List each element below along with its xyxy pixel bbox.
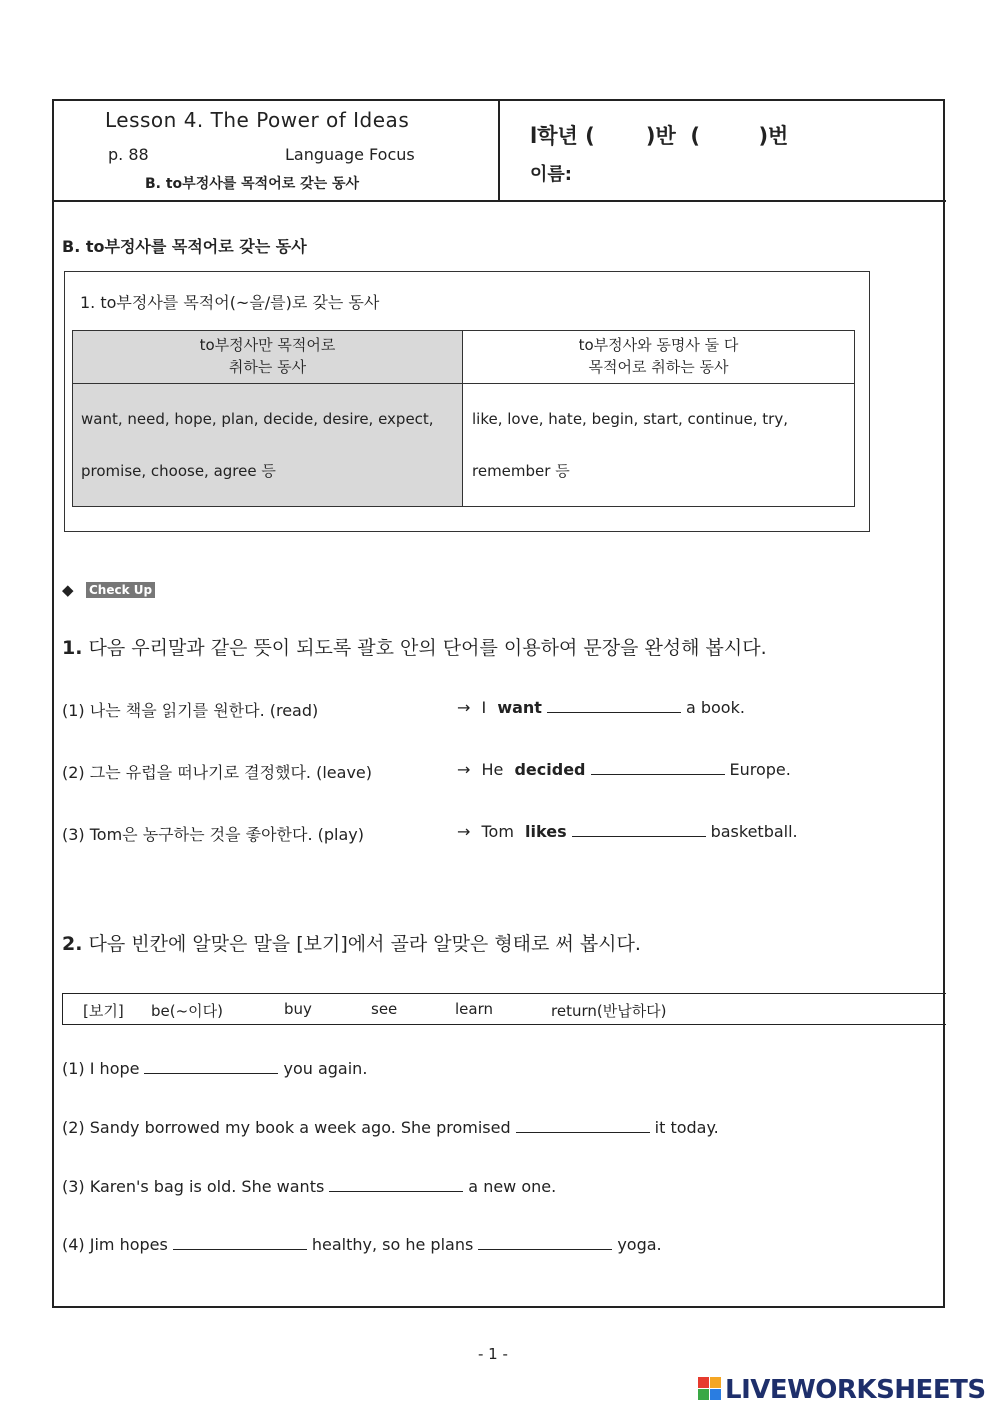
word-bank-item: see xyxy=(371,1000,398,1018)
table-header-to-infinitive-only xyxy=(73,334,462,378)
arrow-icon: → xyxy=(457,698,471,717)
page-number: - 1 - xyxy=(478,1345,508,1363)
q2-item xyxy=(62,1059,367,1078)
item-text: yoga. xyxy=(617,1235,662,1254)
header-line: to부정사만 목적어로 xyxy=(199,336,336,354)
answer-blank[interactable] xyxy=(516,1118,650,1133)
subject: He xyxy=(481,760,504,779)
table-row-divider xyxy=(72,383,855,384)
verb: likes xyxy=(525,822,567,841)
question-2-instruction xyxy=(62,929,641,956)
q1-item-answer-line xyxy=(457,822,798,841)
table-cell-both-verbs xyxy=(472,393,788,497)
name-label: 이름: xyxy=(530,164,572,185)
checkup-badge: Check Up xyxy=(86,582,155,598)
section-heading: B. to부정사를 목적어로 갖는 동사 xyxy=(62,237,307,256)
item-text: (3) Karen's bag is old. She wants xyxy=(62,1177,325,1196)
header-line: to부정사와 동명사 둘 다 xyxy=(578,336,739,354)
item-text: (4) Jim hopes xyxy=(62,1235,168,1254)
item-text: you again. xyxy=(283,1059,368,1078)
answer-blank[interactable] xyxy=(329,1177,463,1192)
page-reference: p. 88 xyxy=(108,145,149,164)
word-bank-item: be(~이다) xyxy=(151,1002,224,1020)
question-1-instruction xyxy=(62,633,767,660)
header-line: 취하는 동사 xyxy=(228,358,307,376)
q2-item xyxy=(62,1235,662,1254)
instruction-text: 다음 우리말과 같은 뜻이 되도록 괄호 안의 단어를 이용하여 문장을 완성해 봅시다. xyxy=(88,637,767,659)
q1-item-prompt: (2) 그는 유럽을 떠나기로 결정했다. (leave) xyxy=(62,763,372,782)
item-text: a new one. xyxy=(468,1177,557,1196)
question-number: 1. xyxy=(62,637,83,659)
class-number-line: l학년 ( )반 ( )번 xyxy=(530,124,789,148)
header-line: 목적어로 취하는 동사 xyxy=(588,358,729,376)
subject: I xyxy=(481,698,487,717)
item-text: (1) I hope xyxy=(62,1059,140,1078)
header-column-divider xyxy=(498,99,500,201)
instruction-text: 다음 빈칸에 알맞은 말을 [보기]에서 골라 알맞은 형태로 써 봅시다. xyxy=(88,933,641,955)
table-header-both xyxy=(463,334,854,378)
word-bank-item: learn xyxy=(455,1000,493,1018)
item-text: (2) Sandy borrowed my book a week ago. She promised xyxy=(62,1118,511,1137)
tail: a book. xyxy=(685,698,745,717)
answer-blank[interactable] xyxy=(547,698,681,713)
lesson-title: Lesson 4. The Power of Ideas xyxy=(105,108,410,132)
diamond-bullet-icon: ◆ xyxy=(62,581,74,599)
tail: Europe. xyxy=(729,760,791,779)
cell-line: like, love, hate, begin, start, continue, try, xyxy=(472,410,788,428)
verb: want xyxy=(497,698,542,717)
subject: Tom xyxy=(481,822,514,841)
answer-blank[interactable] xyxy=(591,760,725,775)
logo-text: LIVEWORKSHEETS xyxy=(725,1375,986,1405)
q2-item xyxy=(62,1177,556,1196)
cell-line: promise, choose, agree 등 xyxy=(81,462,276,480)
arrow-icon: → xyxy=(457,760,471,779)
item-text: it today. xyxy=(654,1118,719,1137)
verb: decided xyxy=(514,760,586,779)
q1-item-prompt: (3) Tom은 농구하는 것을 좋아한다. (play) xyxy=(62,825,364,844)
cell-line: want, need, hope, plan, decide, desire, expect, xyxy=(81,410,434,428)
header-subtitle: B. to부정사를 목적어로 갖는 동사 xyxy=(145,176,360,192)
logo-icon xyxy=(698,1377,722,1401)
arrow-icon: → xyxy=(457,822,471,841)
tail: basketball. xyxy=(710,822,798,841)
q2-item xyxy=(62,1118,719,1137)
table-cell-infinitive-only-verbs xyxy=(81,393,434,497)
word-bank-item: return(반납하다) xyxy=(551,1002,667,1020)
item-text: healthy, so he plans xyxy=(311,1235,474,1254)
answer-blank[interactable] xyxy=(478,1235,612,1250)
q1-item-prompt: (1) 나는 책을 읽기를 원한다. (read) xyxy=(62,701,319,720)
q1-item-answer-line xyxy=(457,760,791,779)
answer-blank[interactable] xyxy=(144,1059,278,1074)
word-bank-label: [보기] xyxy=(83,1002,124,1020)
word-bank-item: buy xyxy=(284,1000,312,1018)
focus-label: Language Focus xyxy=(285,145,415,164)
question-number: 2. xyxy=(62,933,83,955)
liveworksheets-logo[interactable] xyxy=(698,1375,986,1405)
cell-line: remember 등 xyxy=(472,462,570,480)
answer-blank[interactable] xyxy=(173,1235,307,1250)
q1-item-answer-line xyxy=(457,698,745,717)
answer-blank[interactable] xyxy=(572,822,706,837)
grammar-box-title: 1. to부정사를 목적어(~을/를)로 갖는 동사 xyxy=(80,293,380,312)
